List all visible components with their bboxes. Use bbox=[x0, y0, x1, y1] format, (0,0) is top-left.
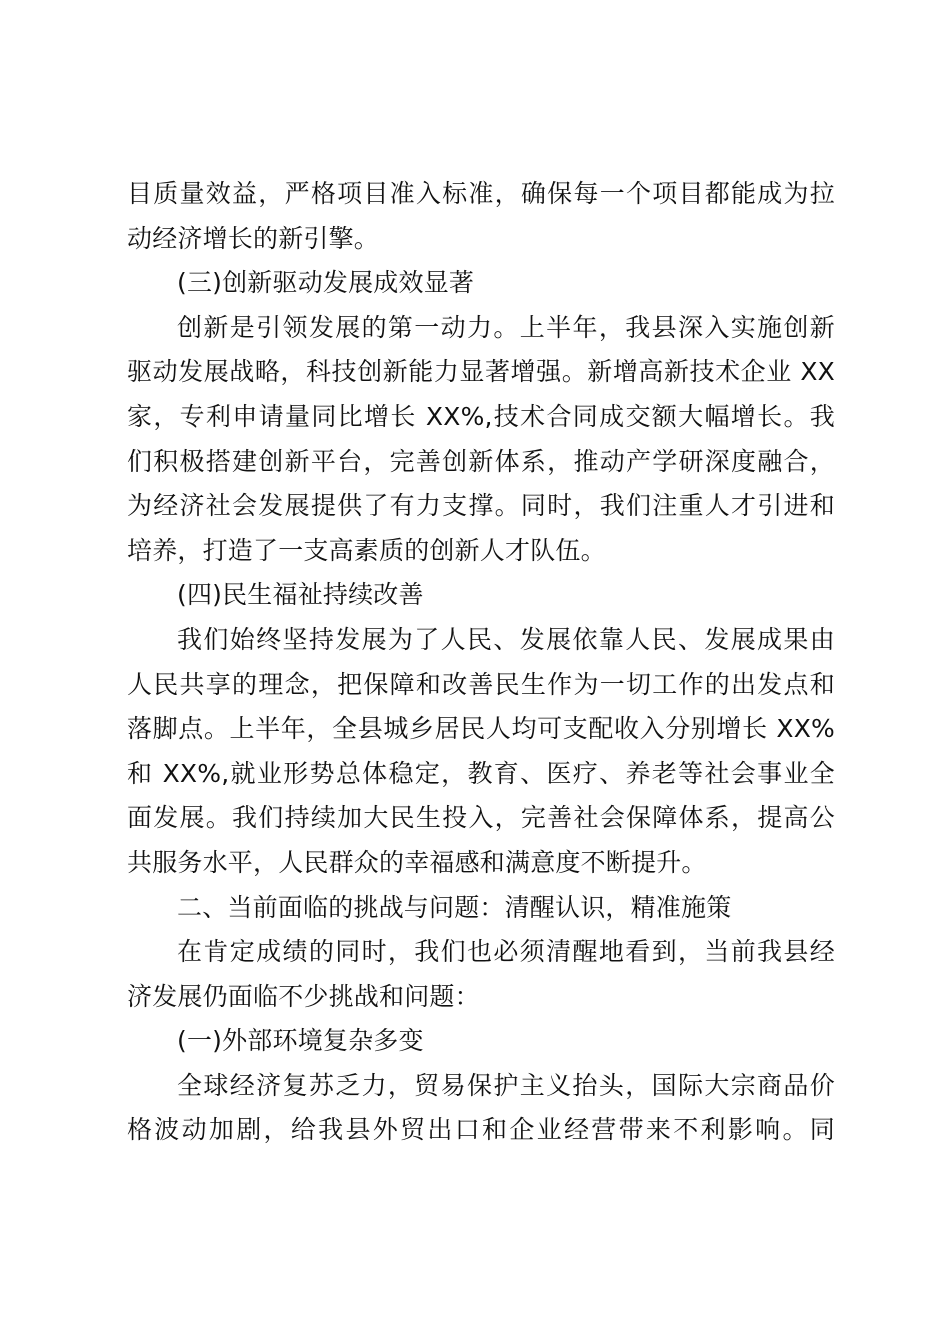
chapter-heading: 二、当前面临的挑战与问题：清醒认识，精准施策 bbox=[177, 892, 732, 922]
body-line: 为经济社会发展提供了有力支撑。同时，我们注重人才引进和 bbox=[127, 491, 835, 521]
body-line: 培养，打造了一支高素质的创新人才队伍。 bbox=[127, 535, 606, 565]
body-line: 落脚点。上半年，全县城乡居民人均可支配收入分别增长 XX% bbox=[127, 714, 835, 744]
body-line: 家，专利申请量同比增长 XX%,技术合同成交额大幅增长。我 bbox=[127, 401, 835, 431]
section-heading: (三)创新驱动发展成效显著 bbox=[177, 268, 475, 298]
section-heading: (四)民生福祉持续改善 bbox=[177, 580, 424, 610]
body-line: 动经济增长的新引擎。 bbox=[127, 223, 380, 253]
body-line: 创新是引领发展的第一动力。上半年，我县深入实施创新 bbox=[177, 312, 835, 342]
document-body bbox=[127, 172, 835, 1153]
body-line: 们积极搭建创新平台，完善创新体系，推动产学研深度融合， bbox=[127, 446, 835, 476]
body-line: 面发展。我们持续加大民生投入，完善社会保障体系，提高公 bbox=[127, 803, 835, 833]
body-line: 在肯定成绩的同时，我们也必须清醒地看到，当前我县经 bbox=[177, 937, 835, 967]
body-line: 格波动加剧，给我县外贸出口和企业经营带来不利影响。同 bbox=[127, 1115, 835, 1145]
body-line: 人民共享的理念，把保障和改善民生作为一切工作的出发点和 bbox=[127, 669, 835, 699]
body-line: 目质量效益，严格项目准入标准，确保每一个项目都能成为拉 bbox=[127, 179, 835, 208]
body-line: 全球经济复苏乏力，贸易保护主义抬头，国际大宗商品价 bbox=[177, 1070, 835, 1100]
body-line: 我们始终坚持发展为了人民、发展依靠人民、发展成果由 bbox=[177, 624, 835, 654]
body-line: 济发展仍面临不少挑战和问题： bbox=[127, 981, 480, 1011]
body-line: 和 XX%,就业形势总体稳定，教育、医疗、养老等社会事业全 bbox=[127, 758, 835, 788]
body-line: 驱动发展战略，科技创新能力显著增强。新增高新技术企业 XX bbox=[127, 357, 835, 387]
section-heading: (一)外部环境复杂多变 bbox=[177, 1026, 424, 1056]
body-line: 共服务水平，人民群众的幸福感和满意度不断提升。 bbox=[127, 847, 707, 877]
